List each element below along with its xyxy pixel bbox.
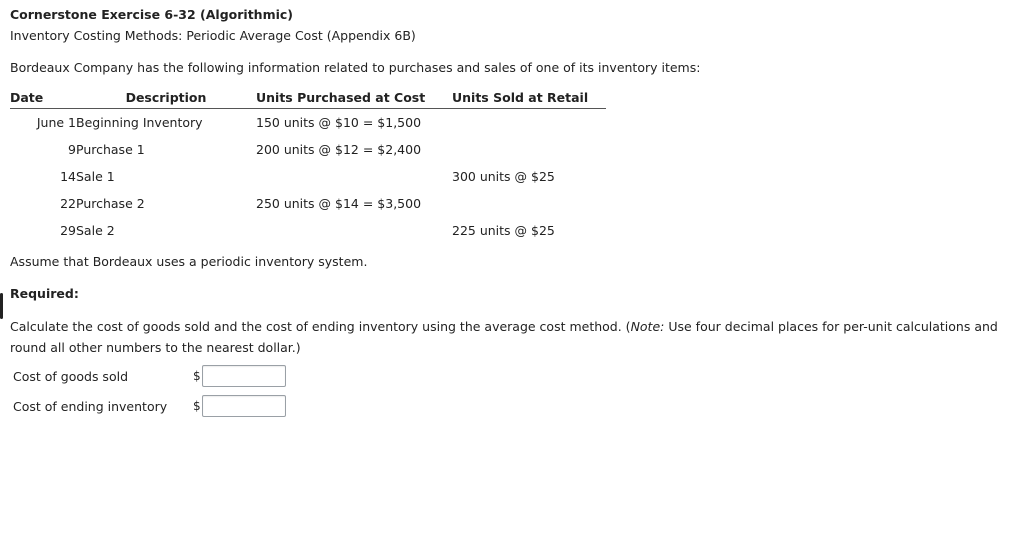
row-date: June 1 bbox=[36, 115, 76, 130]
row-description: Beginning Inventory bbox=[76, 115, 203, 130]
row-date: 22 bbox=[60, 196, 76, 211]
row-units-sold: 225 units @ $25 bbox=[452, 223, 555, 238]
row-description: Purchase 2 bbox=[76, 196, 145, 211]
table-row bbox=[10, 136, 606, 163]
row-description: Purchase 1 bbox=[76, 142, 145, 157]
required-heading: Required: bbox=[10, 286, 79, 301]
row-date: 14 bbox=[60, 169, 76, 184]
table-row bbox=[10, 109, 606, 137]
exercise-subtitle: Inventory Costing Methods: Periodic Average Cost (Appendix 6B) bbox=[10, 28, 416, 43]
answer-label: Cost of ending inventory bbox=[13, 398, 168, 414]
row-units-sold bbox=[452, 109, 606, 137]
column-header-description: Description bbox=[76, 86, 256, 109]
table-row bbox=[10, 190, 606, 217]
row-units-sold bbox=[452, 136, 606, 163]
table-row bbox=[10, 217, 606, 244]
answer-row-cost-of-ending-inventory bbox=[13, 394, 286, 418]
dollar-sign: $ bbox=[193, 369, 201, 383]
row-units-purchased: 250 units @ $14 = $3,500 bbox=[256, 196, 422, 211]
cost-of-goods-sold-input[interactable] bbox=[202, 365, 286, 387]
dollar-sign: $ bbox=[193, 399, 201, 413]
row-description: Sale 1 bbox=[76, 169, 115, 184]
instructions-part-2: Use four decimal places for per-unit calculations and round all other numbers to the nearest dollar.) bbox=[10, 319, 998, 355]
table-header-row bbox=[10, 86, 606, 109]
assumption-text: Assume that Bordeaux uses a periodic inventory system. bbox=[10, 254, 368, 269]
row-units-purchased: 200 units @ $12 = $2,400 bbox=[256, 142, 422, 157]
inventory-table bbox=[10, 86, 606, 244]
row-date: 29 bbox=[60, 223, 76, 238]
column-header-units-sold: Units Sold at Retail bbox=[452, 86, 606, 109]
column-header-units-purchased: Units Purchased at Cost bbox=[256, 86, 452, 109]
row-date: 9 bbox=[68, 142, 76, 157]
row-units-purchased bbox=[256, 163, 452, 190]
instructions-text bbox=[10, 316, 1020, 358]
instructions-note-label: Note: bbox=[630, 319, 665, 334]
answer-row-cost-of-goods-sold bbox=[13, 364, 286, 388]
cost-of-ending-inventory-input[interactable] bbox=[202, 395, 286, 417]
instructions-part-1: Calculate the cost of goods sold and the cost of ending inventory using the average cost method. ( bbox=[10, 319, 631, 334]
row-units-purchased bbox=[256, 217, 452, 244]
row-units-purchased: 150 units @ $10 = $1,500 bbox=[256, 115, 422, 130]
exercise-title: Cornerstone Exercise 6-32 (Algorithmic) bbox=[10, 7, 294, 22]
row-units-sold: 300 units @ $25 bbox=[452, 169, 555, 184]
intro-text: Bordeaux Company has the following information related to purchases and sales of one of its inventory items: bbox=[10, 60, 701, 75]
row-description: Sale 2 bbox=[76, 223, 115, 238]
row-units-sold bbox=[452, 190, 606, 217]
answer-label: Cost of goods sold bbox=[13, 368, 129, 384]
table-row bbox=[10, 163, 606, 190]
column-header-date: Date bbox=[10, 86, 76, 109]
left-edge-marker bbox=[0, 293, 3, 319]
